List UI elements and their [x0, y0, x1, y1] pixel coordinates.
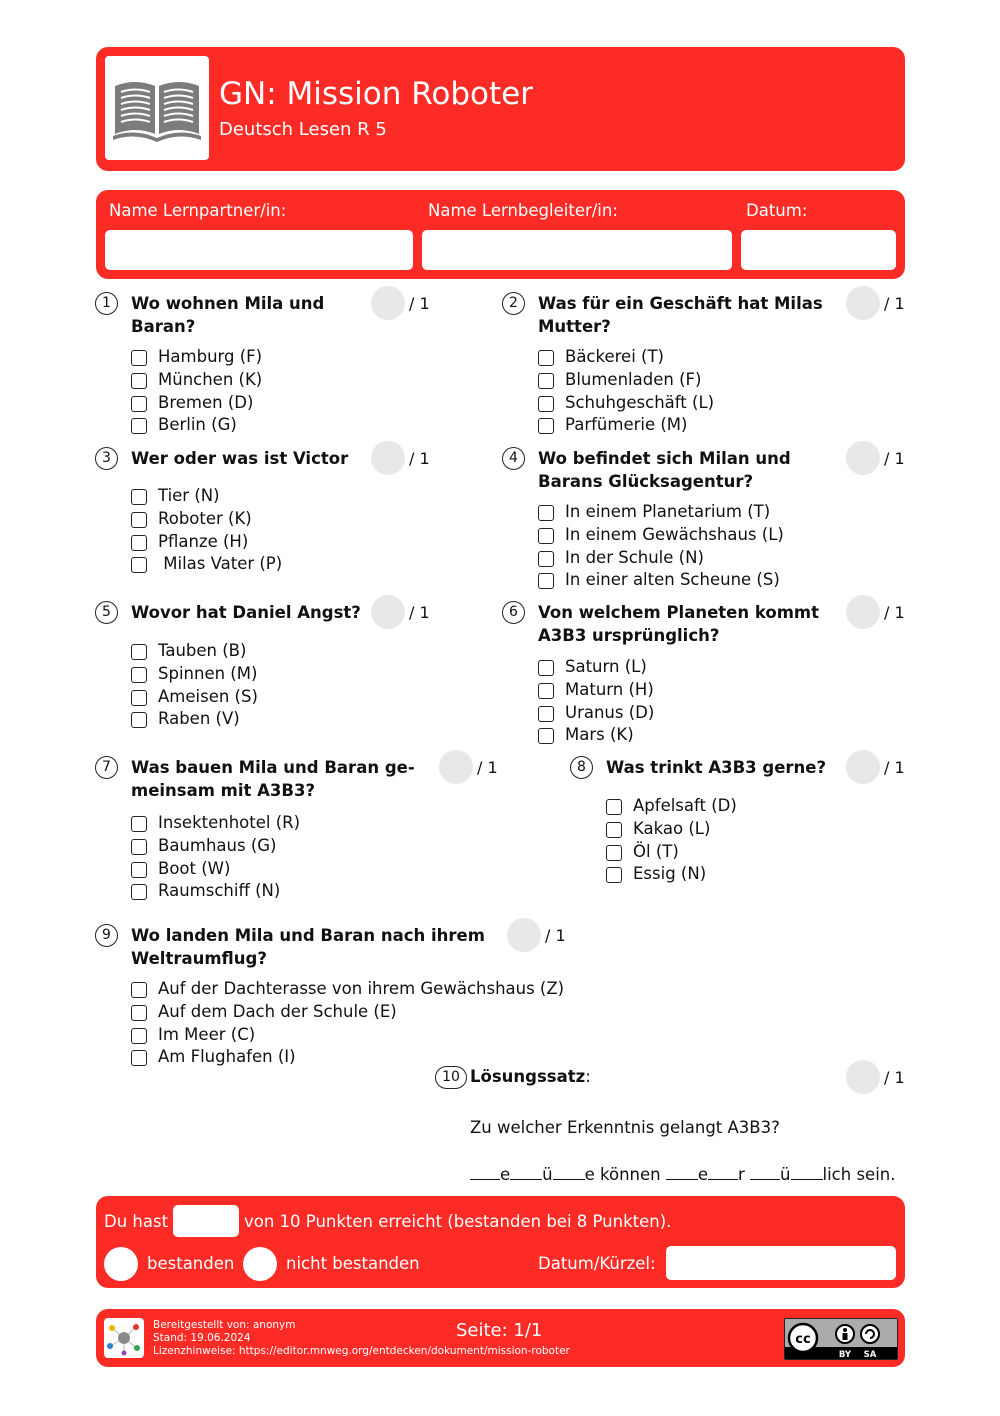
- network-logo-icon: [104, 1318, 144, 1358]
- score-circle[interactable]: [371, 441, 405, 475]
- answer-option[interactable]: [538, 569, 784, 592]
- answer-label: Boot (W): [158, 858, 231, 878]
- score-circle[interactable]: [846, 441, 880, 475]
- solution-question: Zu welcher Erkenntnis gelangt A3B3?: [470, 1118, 780, 1137]
- answer-label: Am Flughafen (I): [158, 1047, 296, 1067]
- passed-label: bestanden: [147, 1254, 235, 1273]
- checkbox[interactable]: [131, 982, 147, 998]
- answer-option[interactable]: [131, 1046, 564, 1069]
- answer-label: Ameisen (S): [158, 686, 258, 706]
- checkbox[interactable]: [131, 373, 147, 389]
- solution-colon: :: [585, 1067, 591, 1086]
- answer-label: Bremen (D): [158, 392, 254, 412]
- answer-label: Tauben (B): [158, 641, 247, 660]
- checkbox[interactable]: [538, 505, 554, 521]
- question-number: 4: [502, 447, 525, 470]
- answer-option[interactable]: [131, 392, 262, 415]
- answer-option[interactable]: [131, 369, 262, 392]
- checkbox[interactable]: [538, 660, 554, 676]
- answer-label: In einem Gewächshaus (L): [565, 524, 784, 544]
- partner-name-field[interactable]: [105, 230, 413, 270]
- answer-option[interactable]: [131, 640, 258, 663]
- solution-segment: e: [500, 1165, 511, 1184]
- question-text: Wo landen Mila und Baran nach ihrem Weltraumflug?: [131, 926, 485, 968]
- footer-stand: Stand: 19.06.2024: [153, 1332, 251, 1344]
- question-text: Wovor hat Daniel Angst?: [131, 603, 361, 622]
- answer-option[interactable]: [131, 812, 300, 835]
- answer-option[interactable]: [131, 508, 282, 531]
- checkbox[interactable]: [538, 418, 554, 434]
- answer-options: [131, 485, 282, 576]
- answer-label: Berlin (G): [158, 415, 237, 435]
- answer-option[interactable]: [131, 978, 564, 1001]
- answer-label: Kakao (L): [633, 818, 711, 838]
- checkbox[interactable]: [131, 644, 147, 660]
- answer-option[interactable]: [131, 663, 258, 686]
- answer-label: Auf der Dachterasse von ihrem Gewächshaus (Z): [158, 979, 565, 998]
- answer-label: Uranus (D): [565, 702, 655, 722]
- answer-label: Hamburg (F): [158, 347, 263, 366]
- answer-option[interactable]: [131, 346, 262, 369]
- answer-option[interactable]: [538, 724, 654, 747]
- solution-label: Lösungssatz: [470, 1067, 586, 1086]
- letter-blank[interactable]: [553, 1165, 585, 1180]
- cc-sa-text: SA: [863, 1350, 877, 1359]
- solution-segment: e können: [584, 1165, 666, 1184]
- answer-option[interactable]: [606, 863, 737, 886]
- letter-blank[interactable]: [666, 1165, 698, 1180]
- score-circle[interactable]: [507, 918, 541, 952]
- solution-segment: ü: [542, 1165, 553, 1184]
- score-label: / 1: [884, 1068, 905, 1087]
- question-number: 9: [95, 924, 118, 947]
- result-du-hast: Du hast: [104, 1212, 169, 1231]
- checkbox[interactable]: [606, 822, 622, 838]
- question-number: 3: [95, 447, 118, 470]
- question-text: Von welchem Planeten kommt A3B3 ursprünglich?: [538, 603, 819, 645]
- checkbox[interactable]: [131, 489, 147, 505]
- answer-label: Essig (N): [633, 864, 707, 884]
- question-number: 2: [502, 292, 525, 315]
- answer-label: Baumhaus (G): [158, 835, 277, 855]
- answer-option[interactable]: [131, 835, 300, 858]
- answer-option[interactable]: [606, 818, 737, 841]
- answer-label: Insektenhotel (R): [158, 813, 301, 832]
- answer-option[interactable]: [538, 369, 714, 392]
- answer-option[interactable]: [131, 1024, 564, 1047]
- answer-option[interactable]: [538, 702, 654, 725]
- answer-option[interactable]: [538, 656, 654, 679]
- score-label: / 1: [477, 758, 498, 777]
- answer-options: [538, 501, 784, 592]
- score-circle[interactable]: [371, 595, 405, 629]
- checkbox[interactable]: [131, 862, 147, 878]
- question-text: Was für ein Geschäft hat Milas Mutter?: [538, 294, 823, 336]
- answer-option[interactable]: [131, 485, 282, 508]
- logo-box: [105, 56, 209, 160]
- book-icon: [105, 56, 209, 160]
- answer-option[interactable]: [538, 524, 784, 547]
- begleiter-label: Name Lernbegleiter/in:: [428, 201, 618, 220]
- answer-label: Parfümerie (M): [565, 415, 688, 435]
- answer-option[interactable]: [538, 547, 784, 570]
- solution-segment: lich sein.: [822, 1165, 896, 1184]
- question-number: 10: [435, 1066, 467, 1089]
- question-text: Wo wohnen Mila und Baran?: [131, 294, 325, 336]
- answer-option[interactable]: [131, 531, 282, 554]
- checkbox[interactable]: [131, 535, 147, 551]
- checkbox[interactable]: [538, 728, 554, 744]
- answer-label: Blumenladen (F): [565, 369, 702, 389]
- checkbox[interactable]: [131, 712, 147, 728]
- score-label: / 1: [409, 449, 430, 468]
- partner-label: Name Lernpartner/in:: [109, 201, 287, 220]
- page-subtitle: Deutsch Lesen R 5: [219, 119, 387, 140]
- question-text: Was bauen Mila und Baran ge-meinsam mit A3B3?: [131, 758, 415, 800]
- question-number: 5: [95, 601, 118, 624]
- score-circle[interactable]: [439, 750, 473, 784]
- question-text: Wo befindet sich Milan und Barans Glücksagentur?: [538, 449, 791, 491]
- solution-segment: ü: [780, 1165, 791, 1184]
- answer-option[interactable]: [131, 880, 300, 903]
- checkbox[interactable]: [131, 884, 147, 900]
- checkbox[interactable]: [131, 396, 147, 412]
- answer-label: Saturn (L): [565, 657, 647, 676]
- checkbox[interactable]: [131, 667, 147, 683]
- cc-by-text: BY: [838, 1350, 852, 1359]
- answer-label: In der Schule (N): [565, 547, 704, 567]
- cc-by-sa-icon: [785, 1319, 897, 1359]
- answer-label: Pflanze (H): [158, 531, 249, 551]
- question-number: 6: [502, 601, 525, 624]
- checkbox[interactable]: [131, 350, 147, 366]
- footer-license-link[interactable]: Lizenzhinweise: https://editor.mnweg.org/entdecken/dokument/mission-roboter: [153, 1345, 570, 1357]
- checkbox[interactable]: [538, 350, 554, 366]
- checkbox[interactable]: [131, 512, 147, 528]
- answer-option[interactable]: [131, 414, 262, 437]
- answer-label: Im Meer (C): [158, 1024, 256, 1044]
- answer-label: Raumschiff (N): [158, 881, 281, 901]
- solution-segment: r: [738, 1165, 751, 1184]
- checkbox[interactable]: [606, 867, 622, 883]
- cc-text: cc: [795, 1332, 811, 1347]
- score-label: / 1: [409, 603, 430, 622]
- failed-label: nicht bestanden: [286, 1254, 420, 1273]
- answer-label: München (K): [158, 369, 263, 389]
- score-label: / 1: [409, 294, 430, 313]
- answer-label: Bäckerei (T): [565, 347, 664, 366]
- page-title: GN: Mission Roboter: [219, 76, 533, 112]
- solution-segment: e: [697, 1165, 709, 1184]
- date-field[interactable]: [741, 230, 896, 270]
- answer-label: Tier (N): [158, 486, 220, 505]
- score-label: / 1: [884, 603, 905, 622]
- answer-options: [131, 640, 258, 731]
- score-label: / 1: [884, 294, 905, 313]
- question-number: 8: [570, 756, 593, 779]
- letter-blank[interactable]: [791, 1165, 823, 1180]
- answer-label: Spinnen (M): [158, 663, 258, 683]
- answer-label: Mars (K): [565, 725, 634, 745]
- answer-option[interactable]: [606, 795, 737, 818]
- date-initials-label: Datum/Kürzel:: [538, 1254, 656, 1273]
- answer-options: [131, 812, 300, 903]
- points-field[interactable]: [173, 1205, 239, 1237]
- score-circle[interactable]: [846, 286, 880, 320]
- checkbox[interactable]: [538, 551, 554, 567]
- letter-blank[interactable]: [750, 1165, 780, 1180]
- answer-label: Apfelsaft (D): [633, 796, 737, 815]
- answer-options: [606, 795, 737, 886]
- answer-label: Schuhgeschäft (L): [565, 392, 715, 412]
- page-number: Seite: 1/1: [456, 1320, 543, 1341]
- answer-label: In einer alten Scheune (S): [565, 570, 780, 590]
- date-initials-field[interactable]: [666, 1246, 896, 1280]
- answer-option[interactable]: [131, 686, 258, 709]
- answer-label: Raben (V): [158, 709, 240, 729]
- score-label: / 1: [545, 926, 566, 945]
- score-circle[interactable]: [846, 1060, 880, 1094]
- question-number: 7: [95, 756, 118, 779]
- checkbox[interactable]: [538, 683, 554, 699]
- checkbox[interactable]: [131, 1028, 147, 1044]
- result-points-text: von 10 Punkten erreicht (bestanden bei 8 Punkten).: [244, 1212, 672, 1231]
- answer-option[interactable]: [538, 679, 654, 702]
- checkbox[interactable]: [131, 557, 147, 573]
- checkbox[interactable]: [538, 396, 554, 412]
- answer-option[interactable]: [131, 1001, 564, 1024]
- checkbox[interactable]: [131, 418, 147, 434]
- score-label: / 1: [884, 449, 905, 468]
- answer-options: [538, 656, 654, 747]
- checkbox[interactable]: [538, 573, 554, 589]
- checkbox[interactable]: [131, 690, 147, 706]
- checkbox[interactable]: [538, 706, 554, 722]
- score-circle[interactable]: [371, 286, 405, 320]
- checkbox[interactable]: [131, 1050, 147, 1066]
- begleiter-name-field[interactable]: [422, 230, 732, 270]
- answer-label: Roboter (K): [158, 508, 252, 528]
- checkbox[interactable]: [131, 816, 147, 832]
- checkbox[interactable]: [538, 528, 554, 544]
- solution-sentence[interactable]: [470, 1165, 896, 1184]
- answer-option[interactable]: [131, 858, 300, 881]
- answer-option[interactable]: [538, 346, 714, 369]
- checkbox[interactable]: [131, 1005, 147, 1021]
- checkbox[interactable]: [131, 839, 147, 855]
- date-label: Datum:: [746, 201, 808, 220]
- answer-label: Maturn (H): [565, 679, 654, 699]
- score-circle[interactable]: [846, 595, 880, 629]
- answer-options: [538, 346, 714, 437]
- answer-label: Öl (T): [633, 841, 679, 861]
- cc-license-badge[interactable]: [784, 1318, 898, 1360]
- publisher-logo: [104, 1318, 144, 1358]
- answer-options: [131, 346, 262, 437]
- answer-option[interactable]: [538, 501, 784, 524]
- answer-label: Auf dem Dach der Schule (E): [158, 1001, 397, 1021]
- failed-radio[interactable]: [243, 1247, 277, 1281]
- question-number: 1: [95, 292, 118, 315]
- answer-option[interactable]: [131, 553, 282, 576]
- answer-option[interactable]: [606, 841, 737, 864]
- answer-options: [131, 978, 564, 1069]
- answer-option[interactable]: [131, 708, 258, 731]
- score-label: / 1: [884, 758, 905, 777]
- letter-blank[interactable]: [510, 1165, 542, 1180]
- letter-blank[interactable]: [470, 1165, 500, 1180]
- solution-title: [470, 1067, 591, 1086]
- answer-label: Milas Vater (P): [158, 554, 283, 574]
- question-text: Wer oder was ist Victor: [131, 449, 349, 468]
- letter-blank[interactable]: [708, 1165, 738, 1180]
- checkbox[interactable]: [606, 845, 622, 861]
- checkbox[interactable]: [606, 799, 622, 815]
- score-circle[interactable]: [846, 750, 880, 784]
- question-text: Was trinkt A3B3 gerne?: [606, 758, 827, 777]
- footer-provided: Bereitgestellt von: anonym: [153, 1319, 296, 1331]
- answer-option[interactable]: [538, 414, 714, 437]
- answer-option[interactable]: [538, 392, 714, 415]
- passed-radio[interactable]: [104, 1247, 138, 1281]
- checkbox[interactable]: [538, 373, 554, 389]
- answer-label: In einem Planetarium (T): [565, 502, 771, 521]
